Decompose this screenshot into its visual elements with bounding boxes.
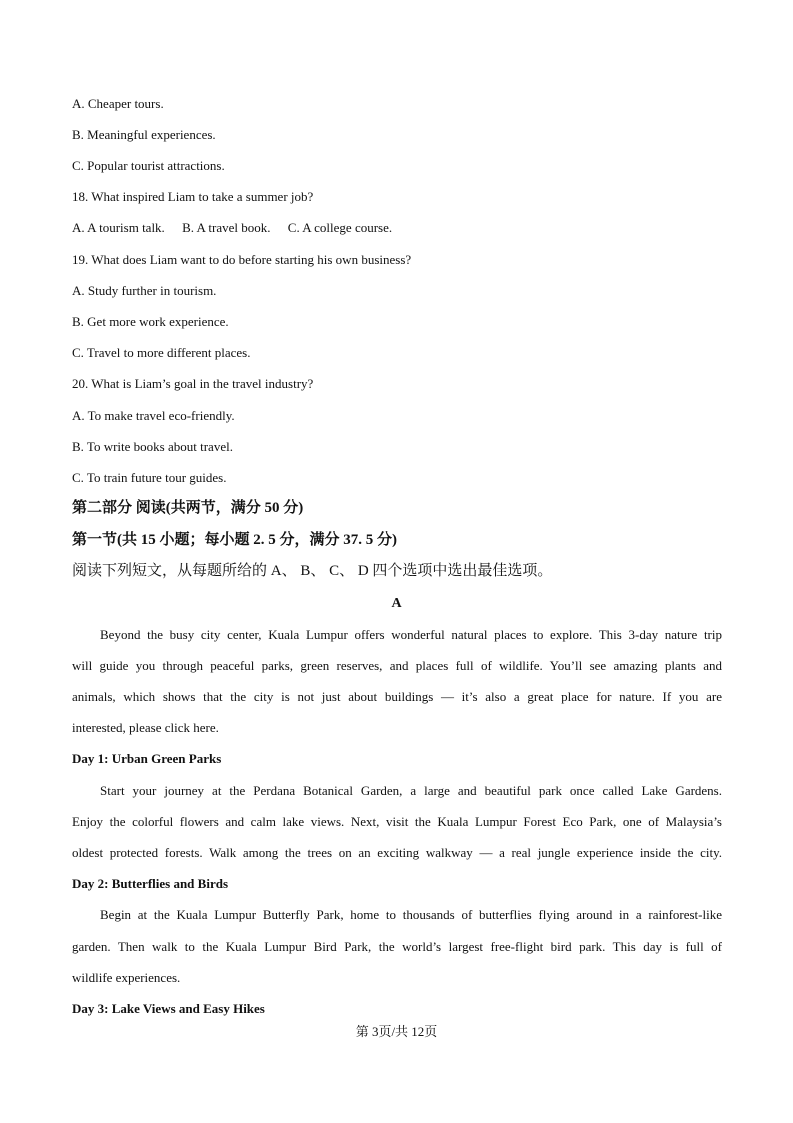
q18-option-b: B. A travel book. bbox=[182, 220, 271, 235]
day1-heading: Day 1: Urban Green Parks bbox=[72, 751, 222, 766]
intro-line-1: Beyond the busy city center, Kuala Lumpur offers wonderful natural places to explore. This 3-day nature trip bbox=[100, 627, 722, 642]
q18-options bbox=[72, 220, 722, 236]
q17-option-c: C. Popular tourist attractions. bbox=[72, 158, 225, 173]
q19-option-a: A. Study further in tourism. bbox=[72, 283, 217, 298]
intro-line-2: will guide you through peaceful parks, green reserves, and places full of wildlife. You’ll see amazing plants and bbox=[72, 658, 722, 673]
day2-line-2: garden. Then walk to the Kuala Lumpur Bird Park, the world’s largest free-flight bird park. This day is full of bbox=[72, 939, 722, 954]
q19-option-c: C. Travel to more different places. bbox=[72, 345, 251, 360]
passage-label: A bbox=[391, 596, 402, 611]
day2-line-1: Begin at the Kuala Lumpur Butterfly Park, home to thousands of butterflies flying around in a rainforest-like bbox=[100, 907, 722, 922]
day1-line-2: Enjoy the colorful flowers and calm lake views. Next, visit the Kuala Lumpur Forest Eco Park, one of Malaysia’s bbox=[72, 814, 722, 829]
q20-option-b: B. To write books about travel. bbox=[72, 439, 233, 454]
day1-line-3: oldest protected forests. Walk among the trees on an exciting walkway — a real jungle experience inside the city. bbox=[72, 845, 722, 860]
section-one-heading: 第一节(共 15 小题；每小题 2. 5 分，满分 37. 5 分) bbox=[72, 532, 397, 548]
q20-option-a: A. To make travel eco-friendly. bbox=[72, 408, 235, 423]
part-two-heading: 第二部分 阅读(共两节，满分 50 分) bbox=[72, 500, 304, 516]
intro-line-4: interested, please click here. bbox=[72, 720, 219, 735]
q17-option-a: A. Cheaper tours. bbox=[72, 96, 164, 111]
q18-option-c: C. A college course. bbox=[287, 220, 393, 235]
q20-option-c: C. To train future tour guides. bbox=[72, 470, 227, 485]
day1-line-1: Start your journey at the Perdana Botanical Garden, a large and beautiful park once called Lake Gardens. bbox=[100, 783, 722, 798]
day2-heading: Day 2: Butterflies and Birds bbox=[72, 876, 228, 891]
intro-line-3: animals, which shows that the city is not just about buildings — it’s also a great place for nature. If you are bbox=[72, 689, 722, 704]
q18-option-a: A. A tourism talk. bbox=[72, 220, 165, 235]
day3-heading: Day 3: Lake Views and Easy Hikes bbox=[72, 1001, 265, 1016]
page-number-footer: 第 3页/共 12页 bbox=[355, 1024, 438, 1039]
q19-question: 19. What does Liam want to do before starting his own business? bbox=[72, 252, 412, 267]
q20-question: 20. What is Liam’s goal in the travel industry? bbox=[72, 376, 314, 391]
q18-question: 18. What inspired Liam to take a summer job? bbox=[72, 189, 314, 204]
q17-option-b: B. Meaningful experiences. bbox=[72, 127, 216, 142]
q19-option-b: B. Get more work experience. bbox=[72, 314, 229, 329]
reading-instruction: 阅读下列短文，从每题所给的 A、 B、 C、 D 四个选项中选出最佳选项。 bbox=[72, 563, 553, 579]
day2-line-3: wildlife experiences. bbox=[72, 970, 181, 985]
